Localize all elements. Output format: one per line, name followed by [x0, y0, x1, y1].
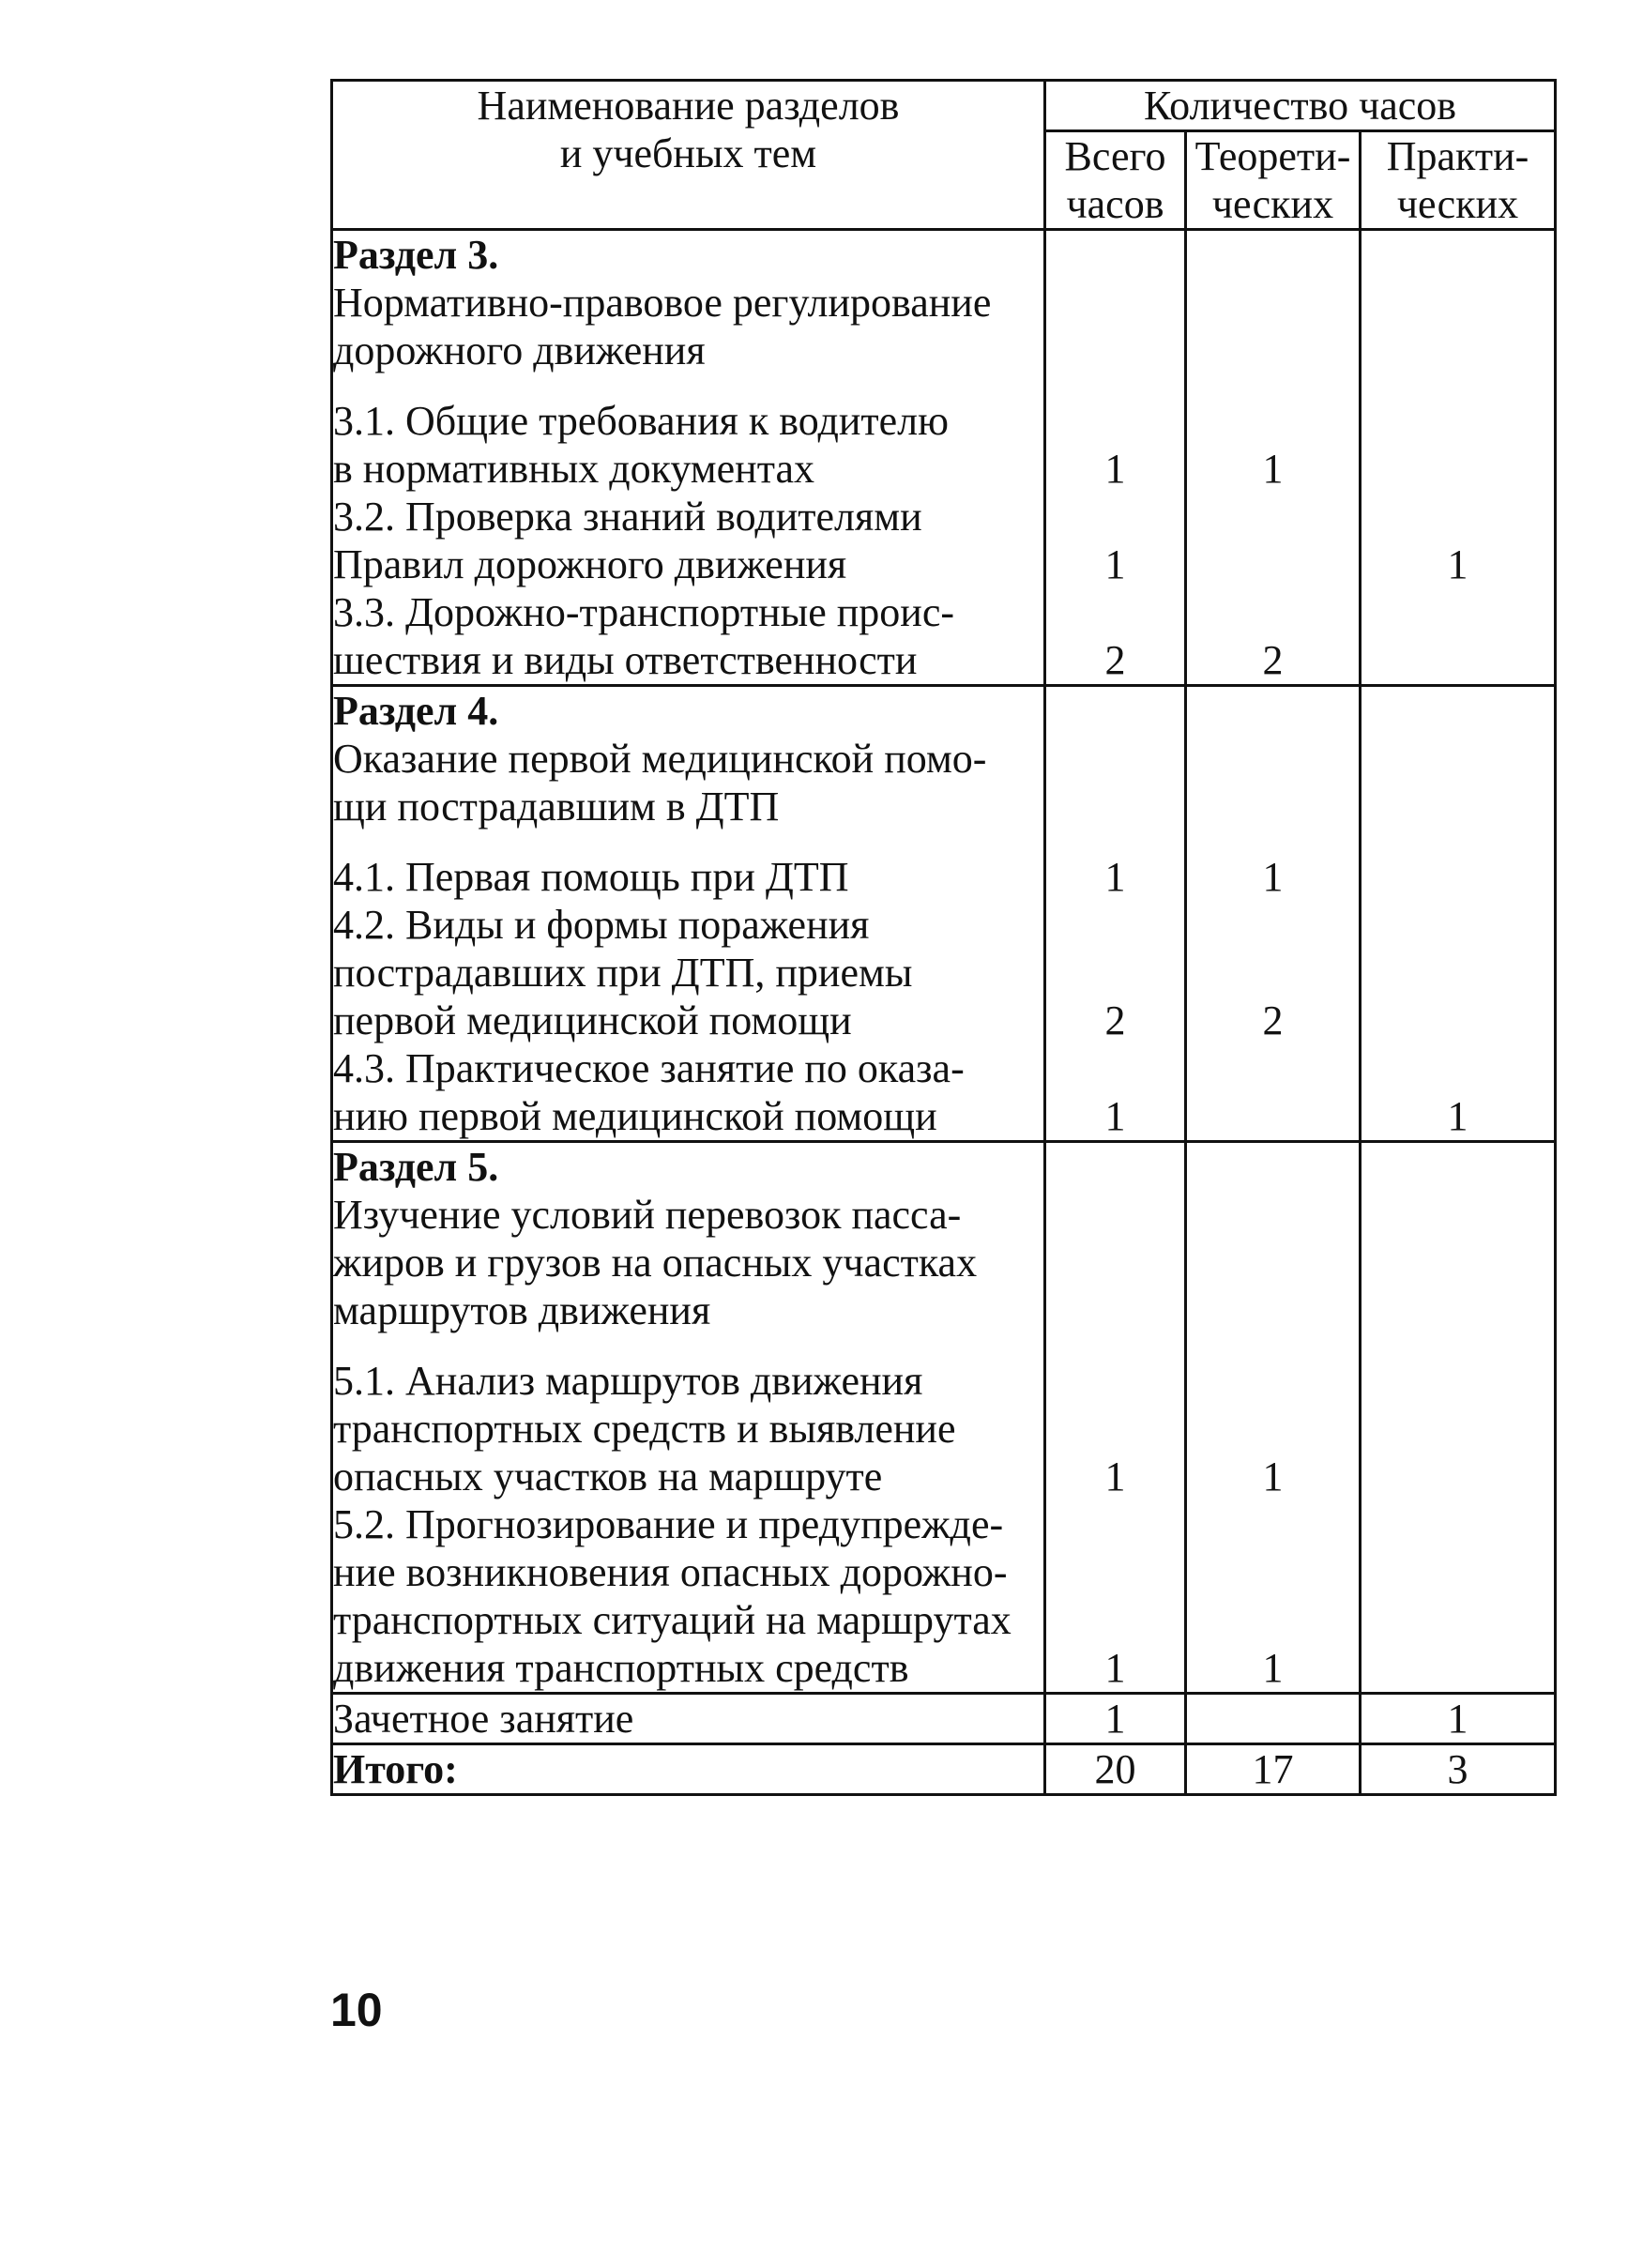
section-row: [332, 1142, 1556, 1694]
topic-total-value: 1: [1104, 1454, 1126, 1499]
topic-line: 3.2. Проверка знаний водителями: [333, 494, 922, 540]
topic-theory-value: 1: [1262, 1454, 1284, 1499]
topic-line: первой медицинской помощи: [333, 997, 852, 1043]
topic-practice-value: 1: [1447, 1093, 1468, 1139]
section-row: [332, 686, 1556, 1142]
section-practice-hours: [1361, 230, 1556, 686]
section-total-hours: [1045, 230, 1186, 686]
section-subtitle-line: Изучение условий перевозок пасса-: [333, 1192, 962, 1238]
topic-theory-value: 1: [1262, 446, 1284, 492]
topic-total-value: 1: [1104, 854, 1126, 900]
exam-row: [332, 1694, 1556, 1744]
topic-line: шествия и виды ответственности: [333, 637, 918, 683]
topic-practice-value: [1362, 997, 1554, 1044]
total-row: [332, 1744, 1556, 1795]
topic-practice-value: [1362, 445, 1554, 493]
topic-total-value: 2: [1104, 637, 1126, 683]
topic-total-value: 2: [1104, 997, 1126, 1043]
exam-total-hours: 1: [1045, 1694, 1186, 1744]
section-theory-hours: [1186, 230, 1361, 686]
exam-practice-hours: 1: [1361, 1694, 1556, 1744]
section-theory-hours: [1186, 686, 1361, 1142]
section-title: Раздел 3.: [333, 232, 499, 278]
topic-line: нию первой медицинской помощи: [333, 1093, 937, 1139]
topic-line: Правил дорожного движения: [333, 541, 847, 587]
exam-theory-hours: [1186, 1694, 1361, 1744]
section-title: Раздел 4.: [333, 688, 499, 734]
topic-line: 5.2. Прогнозирование и предупрежде-: [333, 1501, 1004, 1547]
topic-theory-value: [1187, 1092, 1359, 1140]
topic-theory-value: 2: [1262, 637, 1284, 683]
header-section-names: Наименование разделов и учебных тем: [332, 81, 1045, 230]
grand-total-theory: 17: [1186, 1744, 1361, 1795]
header-hours-count: Количество часов: [1045, 81, 1556, 131]
topic-theory-value: [1187, 540, 1359, 588]
topic-line: ние возникновения опасных дорожно-: [333, 1549, 1008, 1595]
topic-line: транспортных средств и выявление: [333, 1406, 956, 1452]
topic-line: опасных участков на маршруте: [333, 1454, 883, 1499]
section-subtitle-line: дорожного движения: [333, 327, 706, 373]
section-subtitle-line: маршрутов движения: [333, 1287, 711, 1333]
section-practice-hours: [1361, 1142, 1556, 1694]
topic-line: 3.3. Дорожно-транспортные проис-: [333, 589, 954, 635]
topic-line: 4.2. Виды и формы поражения: [333, 902, 870, 948]
section-subtitle-line: щи пострадавшим в ДТП: [333, 784, 780, 830]
section-row: [332, 230, 1556, 686]
header-theory-hours: Теорети- ческих: [1186, 131, 1361, 230]
curriculum-table: [330, 79, 1557, 1796]
page-number: 10: [330, 1984, 383, 2036]
section-subtitle-line: Нормативно-правовое регулирование: [333, 280, 992, 326]
topic-line: в нормативных документах: [333, 446, 815, 492]
header-practice-hours: Практи- ческих: [1361, 131, 1556, 230]
topic-practice-value: [1362, 636, 1554, 684]
topic-line: 4.1. Первая помощь при ДТП: [333, 854, 849, 900]
exam-label: Зачетное занятие: [332, 1694, 1045, 1744]
topic-theory-value: 1: [1262, 1645, 1284, 1691]
section-practice-hours: [1361, 686, 1556, 1142]
topic-total-value: 1: [1104, 1645, 1126, 1691]
topic-practice-value: 1: [1447, 541, 1468, 587]
topic-line: 5.1. Анализ маршрутов движения: [333, 1358, 923, 1404]
section-theory-hours: [1186, 1142, 1361, 1694]
section-total-hours: [1045, 686, 1186, 1142]
section-content: [332, 230, 1045, 686]
topic-line: движения транспортных средств: [333, 1645, 909, 1691]
topic-theory-value: 1: [1262, 854, 1284, 900]
header-total-hours: Всего часов: [1045, 131, 1186, 230]
section-content: [332, 1142, 1045, 1694]
topic-theory-value: 2: [1262, 997, 1284, 1043]
topic-line: транспортных ситуаций на маршрутах: [333, 1597, 1012, 1643]
section-subtitle-line: Оказание первой медицинской помо-: [333, 736, 987, 782]
table-header-row: [332, 81, 1556, 131]
topic-line: 4.3. Практическое занятие по оказа-: [333, 1045, 965, 1091]
grand-total-total: 20: [1045, 1744, 1186, 1795]
topic-practice-value: [1362, 1453, 1554, 1500]
table-body: [332, 230, 1556, 1795]
section-subtitle-line: жиров и грузов на опасных участках: [333, 1240, 978, 1286]
section-total-hours: [1045, 1142, 1186, 1694]
grand-total-practice: 3: [1361, 1744, 1556, 1795]
topic-practice-value: [1362, 853, 1554, 901]
grand-total-label: Итого:: [332, 1744, 1045, 1795]
topic-practice-value: [1362, 1644, 1554, 1692]
section-content: [332, 686, 1045, 1142]
topic-total-value: 1: [1104, 446, 1126, 492]
topic-line: пострадавших при ДТП, приемы: [333, 950, 913, 996]
topic-line: 3.1. Общие требования к водителю: [333, 398, 949, 444]
topic-total-value: 1: [1104, 541, 1126, 587]
section-title: Раздел 5.: [333, 1144, 499, 1190]
topic-total-value: 1: [1104, 1093, 1126, 1139]
